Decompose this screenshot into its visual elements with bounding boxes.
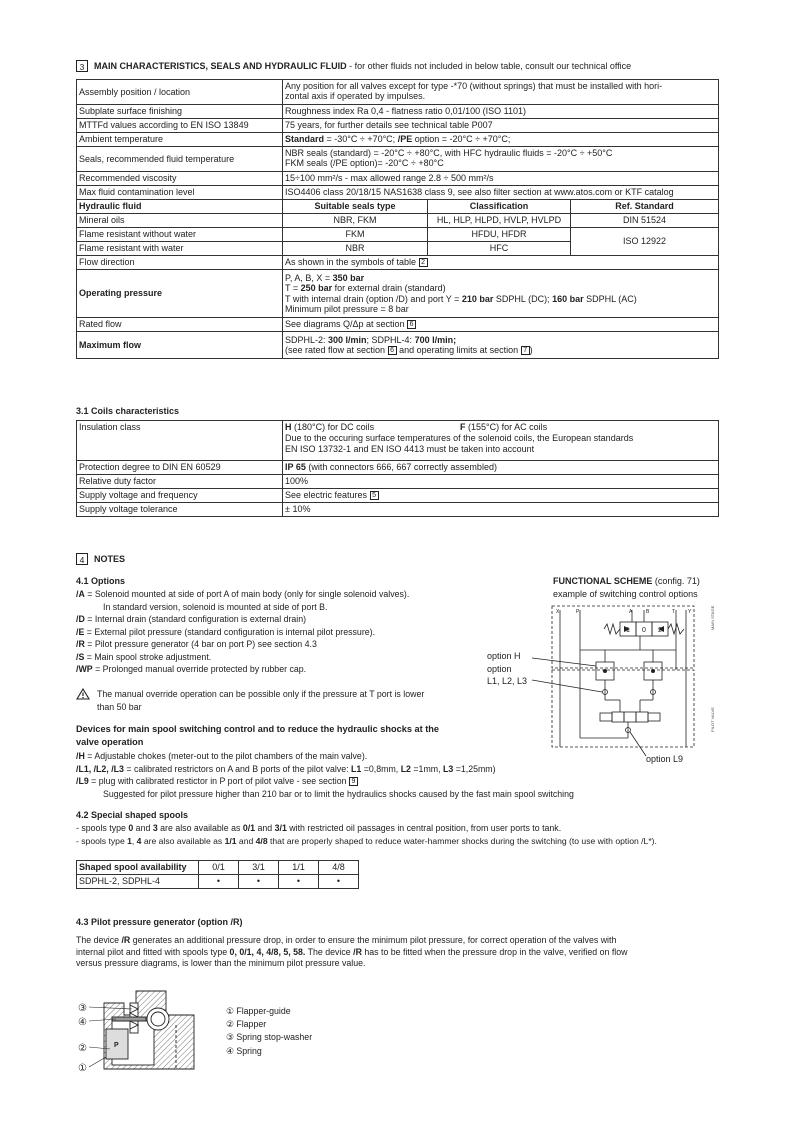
devices-title: valve operation: [76, 737, 144, 747]
text: SDPHL-2:: [285, 334, 329, 345]
row-label: Relative duty factor: [77, 475, 283, 489]
paragraph-line: versus pressure diagrams, is lower than the minimum pilot pressure value.: [76, 958, 366, 969]
fluid-standard: DIN 51524: [571, 214, 719, 228]
fluid-name: Mineral oils: [77, 214, 283, 228]
text: option = -20°C ÷ +70°C;: [412, 134, 511, 145]
row-label: Protection degree to DIN EN 60529: [77, 461, 283, 475]
fluid-class: HFC: [428, 242, 571, 256]
fluid-header-row: [77, 200, 719, 214]
text: and operating limits at section: [396, 345, 521, 355]
value-line: [285, 335, 716, 345]
spool-availability-table: [76, 860, 359, 889]
option-code: /WP: [76, 664, 93, 675]
fluid-seals: FKM: [283, 228, 428, 242]
text: and: [236, 836, 256, 846]
row-value: 15÷100 mm²/s - max allowed range 2.8 ÷ 500 mm²/s: [283, 172, 719, 186]
text: are also available as: [141, 836, 225, 846]
option-s: [76, 652, 496, 663]
text: T =: [285, 283, 301, 294]
text: P, A, B, X =: [285, 273, 333, 284]
text: internal pilot and fitted with spools type: [76, 946, 230, 957]
table-row: [77, 489, 719, 503]
bold-text: L3: [443, 763, 454, 774]
table-row: [77, 186, 719, 200]
row-label: Rated flow: [77, 318, 283, 332]
column-header: 3/1: [239, 861, 279, 875]
row-label: Ambient temperature: [77, 133, 283, 147]
table-row: [77, 105, 719, 119]
pilot-pos-1: [612, 712, 624, 722]
row-value: [283, 147, 719, 172]
value-line: [285, 283, 716, 293]
bold-text: IP 65: [285, 462, 306, 473]
coils-table: [76, 420, 719, 517]
option-desc: = External pilot pressure (standard configuration is internal pilot pressure).: [86, 626, 376, 637]
table-row: [77, 503, 719, 517]
row-label: Seals, recommended fluid temperature: [77, 147, 283, 172]
text: (155°C) for AC coils: [465, 422, 548, 432]
column-header: 4/8: [319, 861, 359, 875]
option-desc: In standard version, solenoid is mounted at side of port B.: [103, 601, 328, 612]
section-subtitle: - for other fluids not included in below table, consult our technical office: [346, 60, 632, 71]
text: =1mm,: [410, 763, 443, 774]
table-row: [77, 119, 719, 133]
value-line: NBR seals (standard) = -20°C ÷ +80°C, with HFC hydraulic fluids = -20°C ÷ +50°C: [285, 148, 613, 159]
text: (see rated flow at section: [285, 345, 388, 355]
bold-text: 0: [128, 823, 134, 833]
seal-ring: [151, 1012, 165, 1026]
bold-text: F: [460, 422, 466, 432]
port-a-label: A: [629, 609, 633, 615]
leader-line: [89, 1057, 106, 1067]
text: - spools type: [76, 823, 129, 833]
main-characteristics-table: [76, 79, 719, 359]
table-row: [77, 332, 719, 359]
scheme-title: [553, 576, 700, 587]
row-label: Supply voltage and frequency: [77, 489, 283, 503]
washer: [112, 1017, 146, 1021]
table-row: [77, 318, 719, 332]
legend-item: ③ Spring stop-washer: [226, 1032, 313, 1043]
legend-item: ② Flapper: [226, 1019, 267, 1030]
pilot-valve-label: PILOT VALVE: [710, 707, 715, 732]
row-value: [283, 318, 719, 332]
table-row: [77, 133, 719, 147]
row-value: 75 years, for further details see technical table P007: [283, 119, 719, 133]
text: T with internal drain (option /D) and port Y =: [285, 293, 462, 304]
table-row: [77, 461, 719, 475]
value-line: Minimum pilot pressure = 8 bar: [285, 303, 409, 314]
section-number: 4: [76, 553, 88, 565]
column-header: Hydraulic fluid: [77, 200, 283, 214]
value-line: EN ISO 13732-1 and EN ISO 4413 must be taken into account: [285, 443, 535, 454]
bold-text: 210 bar: [461, 293, 494, 304]
text: - spools type: [76, 836, 128, 846]
warning-text: than 50 bar: [97, 702, 142, 712]
option-r: [76, 639, 496, 650]
option-desc: Suggested for pilot pressure higher than 210 bar or to limit the hydraulics shocks caused by the fast main spool switching: [103, 788, 574, 799]
callout-3: ③: [78, 1003, 87, 1014]
option-code: /R: [76, 639, 85, 650]
option-code: /L9: [76, 776, 89, 787]
option-desc: = calibrated restrictors on A and B ports of the pilot valve:: [126, 763, 352, 774]
table-row: [77, 270, 719, 318]
bold-text: 160 bar: [552, 293, 584, 304]
value-line: Any position for all valves except for type -*70 (without springs) that must be installed with hori-: [285, 81, 663, 92]
option-desc: = Prolonged manual override protected by rubber cap.: [95, 664, 307, 675]
bold-text: 4/8: [255, 836, 268, 846]
main-stage-box: [552, 606, 694, 668]
table-cell: SDPHL-2, SDPHL-4: [77, 875, 199, 889]
bold-text: 4: [136, 836, 142, 846]
legend-item: ④ Spring: [226, 1045, 262, 1056]
text: See diagrams Q/Δp at section: [285, 319, 405, 330]
row-value: 100%: [283, 475, 719, 489]
text: (180°C) for DC coils: [291, 422, 375, 432]
section-ref: 6: [407, 320, 416, 329]
row-label: Max fluid contamination level: [77, 186, 283, 200]
option-h-label: option H: [487, 651, 521, 661]
spools-title: 4.2 Special shaped spools: [76, 810, 189, 820]
bold-text: L1: [351, 763, 362, 774]
text: has to be fitted when the pressure drop in the valve, verified on flow: [361, 946, 628, 957]
text: are also available as: [157, 823, 243, 833]
option-desc: = Main spool stroke adjustment.: [86, 651, 212, 662]
row-value: ISO4406 class 20/18/15 NAS1638 class 9, see also filter section at www.atos.com or KTF catalog: [283, 186, 719, 200]
row-label: Insulation class: [77, 421, 283, 461]
callout-4: ④: [78, 1017, 87, 1028]
table-header-row: [77, 861, 359, 875]
option-code: /L1, /L2, /L3: [76, 763, 124, 774]
text: See electric features: [285, 490, 368, 501]
row-label: Subplate surface finishing: [77, 105, 283, 119]
text: and: [133, 823, 153, 833]
bold-text: 0/1: [242, 823, 256, 833]
value-line: [285, 273, 716, 283]
option-code: /A: [76, 589, 85, 599]
section-title: MAIN CHARACTERISTICS, SEALS AND HYDRAULIC FLUID: [94, 60, 347, 71]
option-e: [76, 627, 496, 638]
section-title-line: [94, 61, 631, 72]
text: = -30°C ÷ +70°C;: [324, 134, 398, 145]
option-code: /H: [76, 751, 85, 761]
text: SDPHL (DC);: [493, 293, 553, 304]
spool-position-label: 0: [642, 627, 646, 634]
option-l-label: option: [487, 664, 512, 674]
text: The device: [76, 935, 122, 945]
solenoid-a: [600, 713, 612, 721]
option-l-label: L1, L2, L3: [487, 676, 528, 686]
option-desc: = Solenoid mounted at side of port A of main body (only for single solenoid valves).: [87, 589, 410, 599]
table-row: [77, 172, 719, 186]
table-cell: •: [319, 875, 359, 889]
text: that are properly shaped to reduce water-hammer shocks during the switching (to use with option /L*).: [267, 836, 657, 846]
text: SDPHL (AC): [583, 293, 637, 304]
section-ref: 2: [419, 258, 428, 267]
pilot-generator-text: [76, 935, 718, 969]
check-valve-icon: [603, 669, 607, 673]
section-3-header: [76, 60, 631, 72]
option-desc: = Internal drain (standard configuration is external drain): [87, 614, 307, 625]
main-stage-label: MAIN STAGE: [710, 605, 715, 630]
value-line: [285, 294, 716, 304]
bold-text: /PE: [397, 134, 413, 145]
row-label: MTTFd values according to EN ISO 13849: [77, 119, 283, 133]
options-list: [76, 589, 496, 675]
warning-text: The manual override operation can be possible only if the pressure at T port is lower: [97, 689, 425, 699]
functional-scheme-diagram: [480, 600, 720, 770]
text: ; SDPHL-4:: [366, 334, 415, 345]
text: with restricted oil passages in central position, from user ports to tank.: [286, 823, 562, 833]
bold-text: 0, 0/1, 4, 4/8, 5, 58.: [229, 946, 306, 957]
text: (config. 71): [652, 576, 700, 586]
option-a: [76, 589, 496, 600]
options-title: 4.1 Options: [76, 576, 126, 586]
devices-title: Devices for main spool switching control and to reduce the hydraulic shocks at the: [76, 724, 439, 734]
text: The device: [305, 946, 354, 957]
value-line: FKM seals (/PE option)= -20°C ÷ +80°C: [285, 158, 444, 168]
bold-text: L2: [400, 763, 411, 774]
coils-title: 3.1 Coils characteristics: [76, 406, 180, 416]
table-row: [77, 80, 719, 105]
row-label: Operating pressure: [77, 270, 283, 318]
bold-text: 700 l/min;: [414, 334, 457, 345]
text: ): [529, 345, 533, 355]
fluid-name: Flame resistant without water: [77, 228, 283, 242]
text: generates an additional pressure drop, in order to ensure the minimum pilot pressure, for correct operation of the valves with: [130, 935, 617, 945]
option-code: /S: [76, 651, 85, 662]
table-cell: •: [199, 875, 239, 889]
scheme-subtitle: example of switching control options: [553, 589, 698, 599]
check-valve-icon: [651, 669, 655, 673]
section-ref: 6: [388, 346, 397, 355]
option-d: [76, 614, 496, 625]
table-row: [77, 475, 719, 489]
pilot-generator-title: 4.3 Pilot pressure generator (option /R): [76, 917, 243, 927]
row-value: [283, 270, 719, 318]
pilot-generator-drawing: [76, 985, 226, 1075]
text: =1,25mm): [453, 763, 496, 774]
row-value: [283, 133, 719, 147]
text: and: [255, 823, 275, 833]
section-ref: 7: [521, 346, 530, 355]
section-ref: 9: [349, 777, 358, 786]
leader-line: [532, 680, 602, 692]
solenoid-b: [648, 713, 660, 721]
value-line: Due to the occuring surface temperatures of the solenoid coils, the European standards: [285, 433, 634, 443]
row-label: Maximum flow: [77, 332, 283, 359]
table-row: [77, 256, 719, 270]
option-l9-label: option L9: [646, 754, 684, 764]
fluid-name: Flame resistant with water: [77, 242, 283, 256]
fluid-seals: NBR, FKM: [283, 214, 428, 228]
callout-1: ①: [78, 1063, 87, 1074]
port-x-label: X: [556, 609, 560, 615]
row-value: [283, 421, 719, 461]
fluid-class: HL, HLP, HLPD, HVLP, HVLPD: [428, 214, 571, 228]
column-header: Suitable seals type: [283, 200, 428, 214]
bold-text: H: [285, 422, 292, 432]
option-desc: = Adjustable chokes (meter-out to the pilot chambers of the main valve).: [87, 751, 368, 761]
bold-text: 1: [127, 836, 132, 846]
row-label: Assembly position / location: [77, 80, 283, 105]
table-cell: •: [279, 875, 319, 889]
text: ,: [131, 836, 137, 846]
callout-2: ②: [78, 1043, 87, 1054]
paragraph-line: [76, 947, 718, 958]
paragraph-line: [76, 935, 718, 946]
fluid-class: HFDU, HFDR: [428, 228, 571, 242]
bold-text: 1/1: [224, 836, 237, 846]
port-p-label: P: [114, 1042, 119, 1049]
bold-text: 250 bar: [300, 283, 333, 294]
option-code: /E: [76, 626, 85, 637]
table-row: [77, 421, 719, 461]
bold-text: Standard: [285, 134, 325, 145]
bold-text: /R: [353, 946, 362, 957]
section-title: NOTES: [94, 553, 126, 564]
pilot-generator-legend: [226, 1005, 312, 1058]
pilot-pos-0: [624, 712, 636, 722]
row-value: Roughness index Ra 0,4 - flatness ratio 0,01/100 (ISO 1101): [283, 105, 719, 119]
pilot-pos-2: [636, 712, 648, 722]
row-value: ± 10%: [283, 503, 719, 517]
section-ref: 5: [370, 491, 379, 500]
row-value: [283, 256, 719, 270]
option-desc: = plug with calibrated restictor in P port of pilot valve - see section: [91, 776, 347, 787]
fluid-seals: NBR: [283, 242, 428, 256]
section-4-header: [76, 553, 125, 565]
row-value: [283, 461, 719, 475]
leader-line: [630, 732, 646, 756]
row-value: [283, 332, 719, 359]
fluid-row: [77, 228, 719, 242]
table-cell: •: [239, 875, 279, 889]
row-label: Flow direction: [77, 256, 283, 270]
text: (with connectors 666, 667 correctly assembled): [305, 462, 497, 473]
column-header: 1/1: [279, 861, 319, 875]
spool-position-label: 2: [658, 627, 662, 634]
spring-left-icon: [604, 624, 620, 634]
text: for external drain (standard): [332, 283, 446, 294]
column-header: Classification: [428, 200, 571, 214]
fluid-row: [77, 214, 719, 228]
spools-line-1: [76, 823, 561, 834]
leader-line: [532, 658, 596, 666]
legend-item: ① Flapper-guide: [226, 1006, 291, 1016]
option-code: /D: [76, 614, 85, 625]
bold-text: 300 l/min: [328, 334, 367, 345]
option-wp: [76, 664, 496, 675]
option-desc: = Pilot pressure generator (4 bar on port P) see section 4.3: [87, 639, 317, 650]
table-row: [77, 875, 359, 889]
column-header: Ref. Standard: [571, 200, 719, 214]
row-label: Supply voltage tolerance: [77, 503, 283, 517]
bold-text: FUNCTIONAL SCHEME: [553, 576, 653, 586]
fluid-standard: ISO 12922: [571, 228, 719, 256]
value-line: zontal axis if operated by impulses.: [285, 91, 426, 101]
port-p-label: P: [576, 609, 580, 615]
device-l9: [76, 776, 726, 787]
port-y-label: Y: [688, 609, 692, 615]
column-header: 0/1: [199, 861, 239, 875]
column-header: Shaped spool availability: [77, 861, 199, 875]
spool-position-label: 1: [626, 627, 630, 634]
pilot-valve-box: [552, 670, 694, 747]
spools-line-2: [76, 836, 657, 846]
warning-icon: [76, 688, 90, 700]
text: =0,8mm,: [361, 763, 401, 774]
bold-text: /R: [121, 935, 131, 945]
table-row: [77, 147, 719, 172]
row-value: [283, 80, 719, 105]
value-line: [285, 345, 716, 355]
row-value: [283, 489, 719, 503]
bold-text: 3: [152, 823, 158, 833]
row-label: Recommended viscosity: [77, 172, 283, 186]
bold-text: 3/1: [274, 823, 287, 833]
port-b-label: B: [646, 609, 650, 615]
section-number: 3: [76, 60, 88, 72]
text: As shown in the symbols of table: [285, 257, 417, 268]
bold-text: 350 bar: [332, 273, 365, 284]
value-line: [285, 422, 716, 433]
port-t-label: T: [672, 609, 676, 615]
